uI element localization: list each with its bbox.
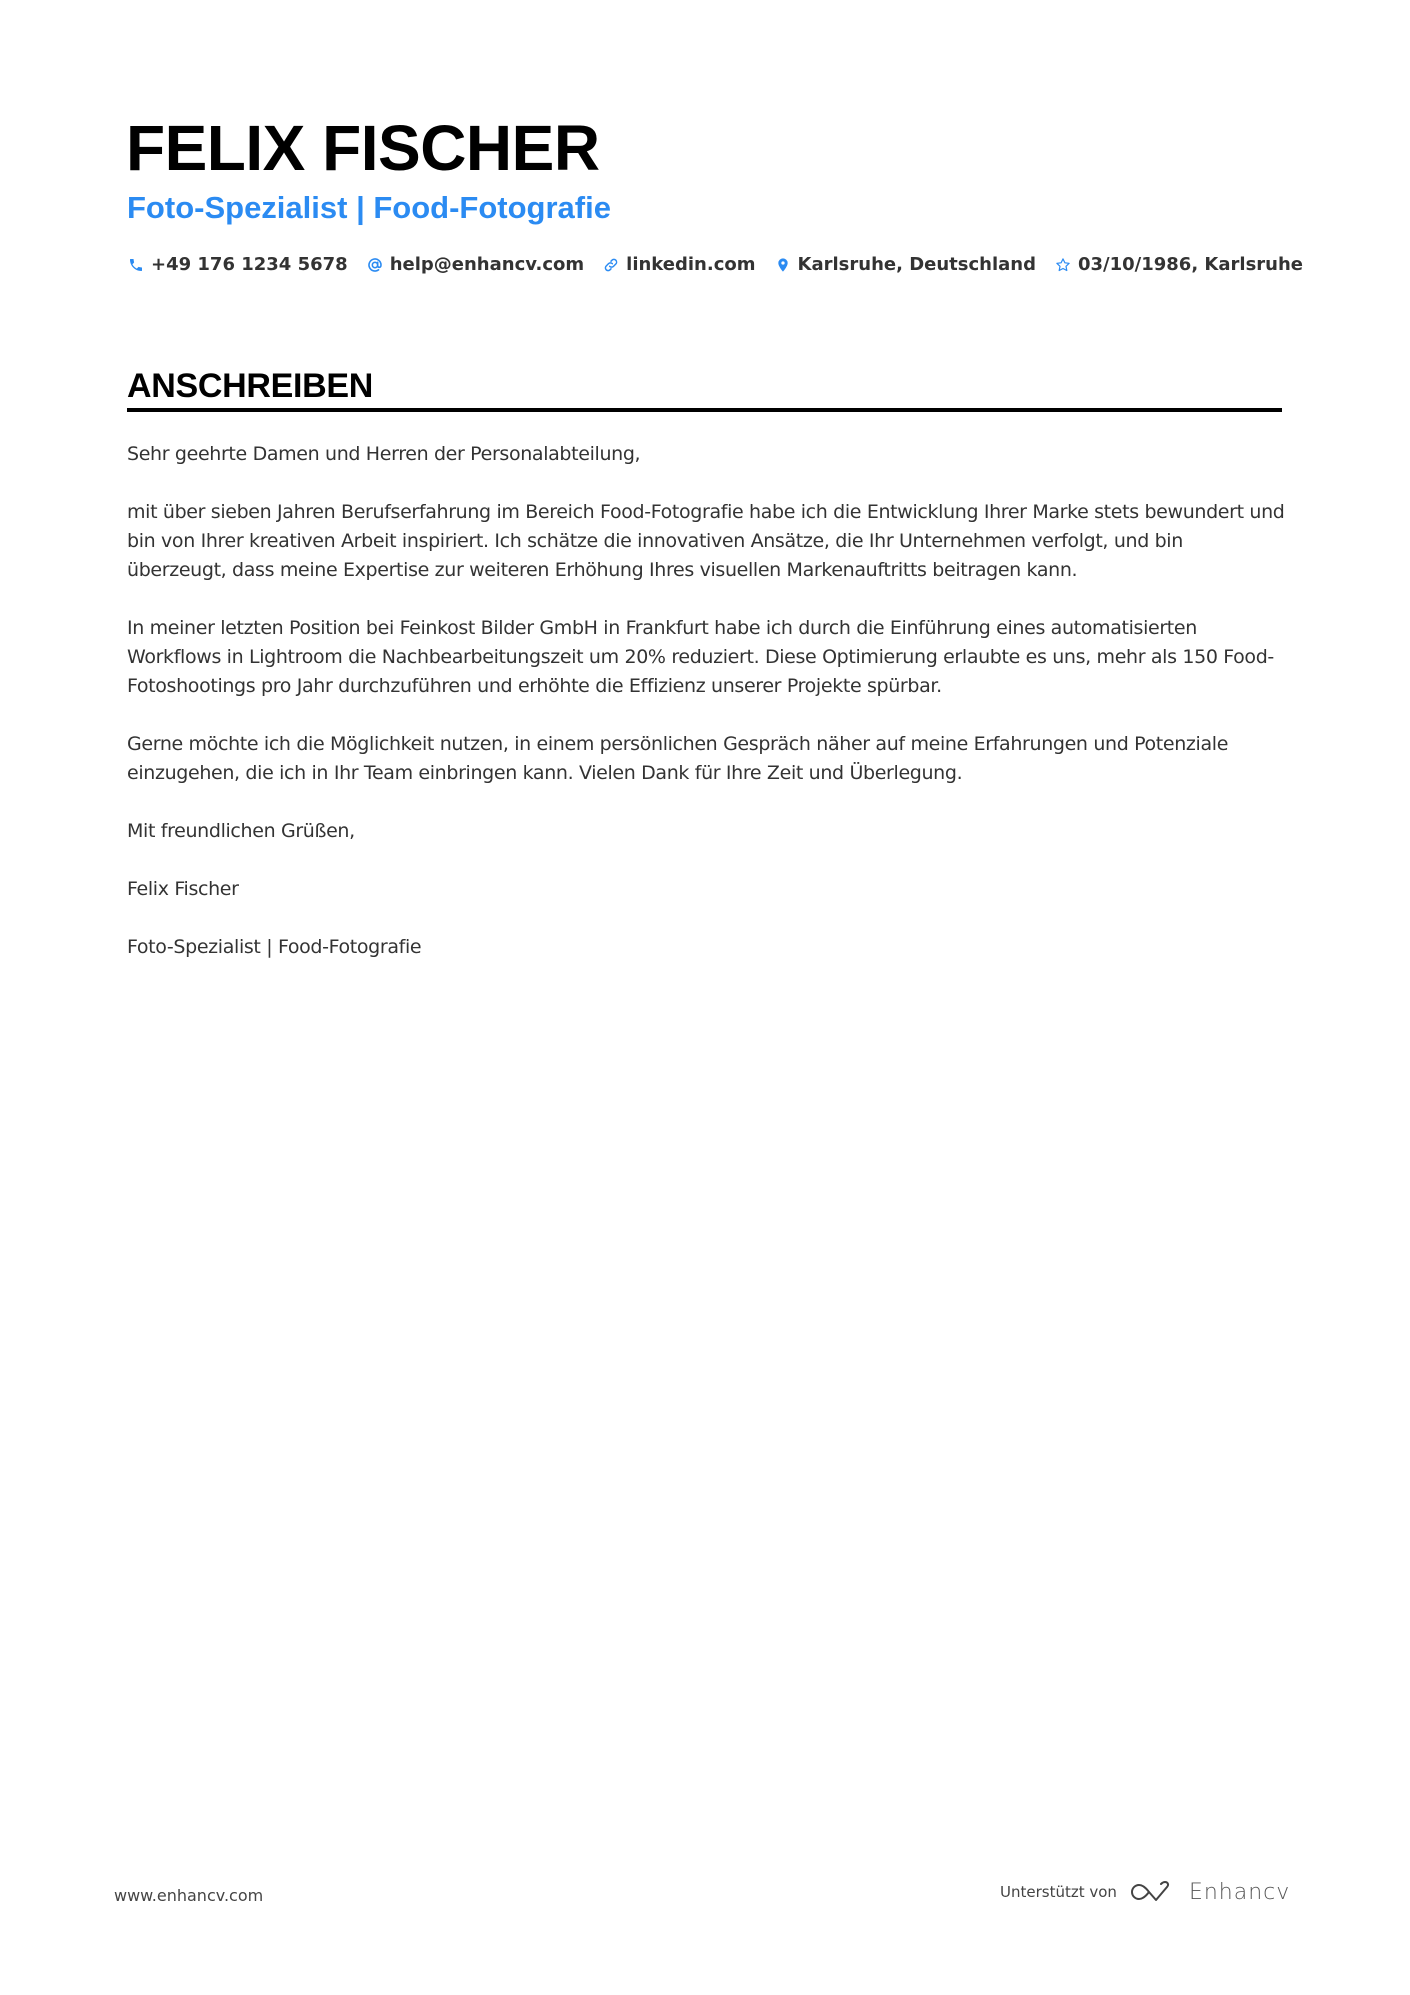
phone-icon <box>127 256 145 274</box>
job-title: Foto-Spezialist | Food-Fotografie <box>127 190 611 225</box>
brand-name: Enhancv <box>1188 1879 1291 1905</box>
at-icon <box>366 256 384 274</box>
contact-location-text: Karlsruhe, Deutschland <box>797 254 1036 275</box>
contact-email-text[interactable]: help@enhancv.com <box>389 254 585 275</box>
location-pin-icon <box>774 256 792 274</box>
contact-bar <box>127 254 1321 275</box>
star-icon <box>1054 256 1072 274</box>
section-divider <box>127 408 1282 412</box>
closing: Mit freundlichen Grüßen, <box>127 820 355 842</box>
footer-branding[interactable] <box>1000 1878 1290 1906</box>
contact-linkedin-text[interactable]: linkedin.com <box>626 254 756 275</box>
contact-phone <box>127 254 348 275</box>
footer-website[interactable]: www.enhancv.com <box>114 1886 264 1905</box>
signature-title: Foto-Spezialist | Food-Fotografie <box>127 936 422 958</box>
contact-location <box>774 254 1036 275</box>
section-title: ANSCHREIBEN <box>127 367 374 405</box>
salutation: Sehr geehrte Damen und Herren der Personalabteilung, <box>127 443 641 465</box>
contact-linkedin[interactable] <box>602 254 755 275</box>
paragraph: In meiner letzten Position bei Feinkost Bilder GmbH in Frankfurt habe ich durch die Einführung eines automatisierten Workflows in Lightroom die Nachbearbeitungszeit um 20% reduziert. Diese Optimierung erlaubte es uns, mehr als 150 Food-Fotoshootings pro Jahr durchzuführen und erhöhte die Effizienz unserer Projekte spürbar. <box>127 617 1274 697</box>
paragraph: Gerne möchte ich die Möglichkeit nutzen, in einem persönlichen Gespräch näher auf meine Erfahrungen und Potenziale einzugehen, die ich in Ihr Team einbringen kann. Vielen Dank für Ihre Zeit und Überlegung. <box>127 733 1229 784</box>
link-icon <box>602 256 620 274</box>
letter-body <box>127 440 1287 991</box>
paragraph: mit über sieben Jahren Berufserfahrung im Bereich Food-Fotografie habe ich die Entwicklung Ihrer Marke stets bewundert und bin von Ihrer kreativen Arbeit inspiriert. Ich schätze die innovativen Ansätze, die Ihr Unternehmen verfolgt, und bin überzeugt, dass meine Expertise zur weiteren Erhöhung Ihres visuellen Markenauftritts beitragen kann. <box>127 501 1285 581</box>
candidate-name: FELIX FISCHER <box>126 112 600 184</box>
powered-by-label: Unterstützt von <box>1000 1883 1117 1901</box>
contact-birth-text: 03/10/1986, Karlsruhe <box>1077 254 1304 275</box>
contact-email[interactable] <box>366 254 584 275</box>
contact-phone-text: +49 176 1234 5678 <box>151 254 348 275</box>
contact-birth <box>1054 254 1303 275</box>
signature-name: Felix Fischer <box>127 878 239 900</box>
enhancv-logo-icon <box>1129 1878 1175 1906</box>
